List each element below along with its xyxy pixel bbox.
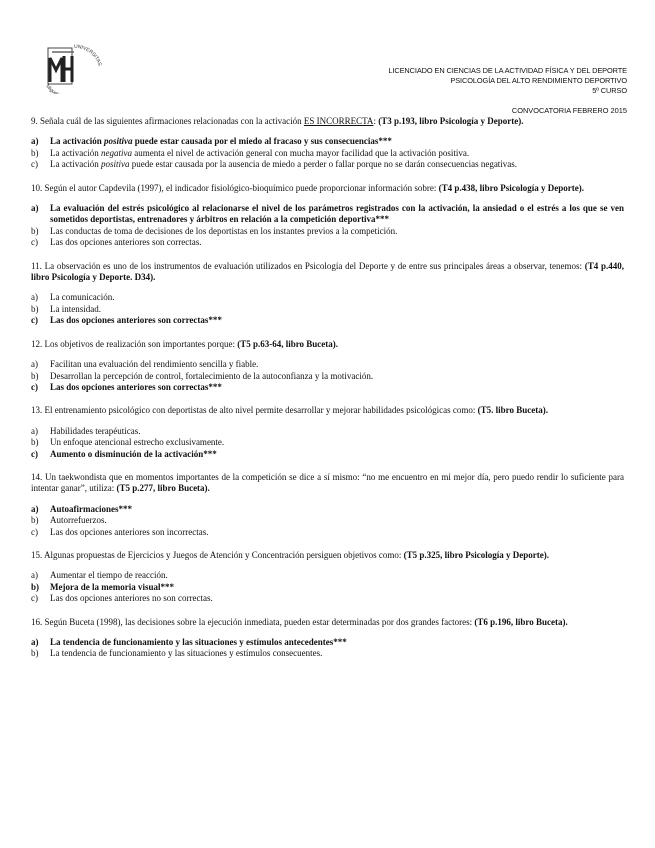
question-15 [31, 550, 624, 605]
answer-option: b) La intensidad. [31, 303, 101, 314]
answer-option: a) La comunicación. [31, 292, 115, 303]
answer-option: a) La evaluación del estrés psicológico al relacionarse el nivel de los parámetros registrados con la activación, la ansiedad o el estrés a los que se ven sometidos deportistas, entrenadores y árbitros en relación a la competición deportiva*** [31, 203, 624, 225]
source-reference: (T4 p.440, libro Psicología y Deporte. D34). [31, 260, 624, 283]
answer-option: b) Autorrefuerzos. [31, 515, 107, 526]
answer-option: b) Mejora de la memoria visual*** [31, 581, 174, 592]
exam-session: CONVOCATORIA FEBRERO 2015 [511, 106, 627, 115]
source-reference: (T5. libro Buceta). [477, 405, 548, 416]
question-text: 14. Un taekwondista que en momentos importantes de la competición se dice a sí mismo: “no me encuentro en mi mejor día, pero puedo rendir lo suficiente para intentar ganar”, utiliza: (T5 p.277, libro Buceta). [31, 471, 624, 494]
source-reference: (T5 p.277, libro Buceta). [116, 483, 210, 494]
answer-option: a) Facilitan una evaluación del rendimiento sencilla y fiable. [31, 359, 259, 370]
question-11 [31, 261, 624, 327]
svg-text:Miguel Hernández [44, 84, 83, 94]
question-text: 15. Algunas propuestas de Ejercicios y Juegos de Atención y Concentración persiguen objetivos como: (T5 p.325, libro Psicología y Deporte). [31, 549, 549, 560]
answer-option: c) Las dos opciones anteriores son correctas*** [31, 381, 222, 392]
question-12 [31, 339, 624, 394]
answer-option: a) La activación positiva puede estar causada por el miedo al fracaso y sus consecuencias*** [31, 136, 392, 147]
question-text: 11. La observación es uno de los instrumentos de evaluación utilizados en Psicología del Deporte y de entre sus principales áreas a observar, tenemos: (T4 p.440, libro Psicología y Deporte. D34). [31, 260, 624, 283]
svg-text:UNIVERSITAS [74, 44, 103, 67]
question-list [31, 116, 624, 672]
answer-option: c) Las dos opciones anteriores son incorrectas. [31, 526, 209, 537]
question-9 [31, 116, 624, 171]
answer-option: a) Aumentar el tiempo de reacción. [31, 570, 168, 581]
answer-option: b) La tendencia de funcionamiento y las situaciones y estímulos consecuentes. [31, 648, 323, 659]
answer-option: b) Las conductas de toma de decisiones de los deportistas en los instantes previos a la competición. [31, 225, 398, 236]
question-text: 10. Según el autor Capdevila (1997), el indicador fisiológico-bioquímico puede proporcionar información sobre: (T4 p.438, libro Psicología y Deporte). [31, 182, 584, 193]
question-14 [31, 472, 624, 538]
answer-option: c) La activación positiva puede estar causada por la ausencia de miedo a perder o fallar porque no se darán consecuencias negativas. [31, 159, 518, 170]
answer-option: c) Las dos opciones anteriores no son correctas. [31, 593, 213, 604]
question-text: 16. Según Buceta (1998), las decisiones sobre la ejecución inmediata, pueden estar determinadas por dos grandes factores: (T6 p.196, libro Buceta). [31, 616, 568, 627]
source-reference: (T6 p.196, libro Buceta). [474, 616, 568, 627]
answer-option: c) Aumento o disminución de la activación*** [31, 448, 217, 459]
answer-option: c) Las dos opciones anteriores son correctas*** [31, 315, 222, 326]
question-text: 13. El entrenamiento psicológico con deportistas de alto nivel permite desarrollar y mejorar habilidades psicológicas como: (T5. libro Buceta). [31, 405, 548, 416]
question-10 [31, 183, 624, 249]
answer-option: b) La activación negativa aumenta el nivel de activación general con mucha mayor facilidad que la activación positiva. [31, 147, 470, 158]
answer-option: a) La tendencia de funcionamiento y las situaciones y estímulos antecedentes*** [31, 637, 347, 647]
answer-option: c) Las dos opciones anteriores son correctas. [31, 237, 202, 248]
logo-text-bottom: Migue [44, 83, 59, 94]
question-13 [31, 405, 624, 460]
answer-option: a) Autoafirmaciones*** [31, 503, 132, 514]
university-logo [44, 42, 114, 94]
question-16 [31, 617, 624, 660]
header-subject: PSICOLOGÍA DEL ALTO RENDIMIENTO DEPORTIVO [450, 76, 627, 85]
question-text: 12. Los objetivos de realización son importantes porque: (T5 p.63-64, libro Buceta). [31, 338, 339, 349]
source-reference: (T4 p.438, libro Psicología y Deporte). [438, 182, 584, 193]
logo-text-top: UNIVERSITAS [73, 43, 103, 67]
umh-logo-icon [44, 42, 114, 94]
course-header [388, 66, 627, 96]
answer-option: b) Un enfoque atencional estrecho exclusivamente. [31, 437, 225, 448]
header-year: 5º CURSO [592, 86, 627, 95]
header-degree: LICENCIADO EN CIENCIAS DE LA ACTIVIDAD FÍSICA Y DEL DEPORTE [388, 66, 627, 75]
answer-option: a) Habilidades terapéuticas. [31, 425, 141, 436]
source-reference: (T3 p.193, libro Psicología y Deporte). [378, 116, 524, 126]
source-reference: (T5 p.325, libro Psicología y Deporte). [403, 549, 549, 560]
source-reference: (T5 p.63-64, libro Buceta). [237, 338, 339, 349]
answer-option: b) Desarrollan la percepción de control, fortalecimiento de la autoconfianza y la motivación. [31, 370, 374, 381]
question-text: 9. Señala cuál de las siguientes afirmaciones relacionadas con la activación ES INCORRECTA: (T3 p.193, libro Psicología y Deporte). [31, 116, 524, 126]
